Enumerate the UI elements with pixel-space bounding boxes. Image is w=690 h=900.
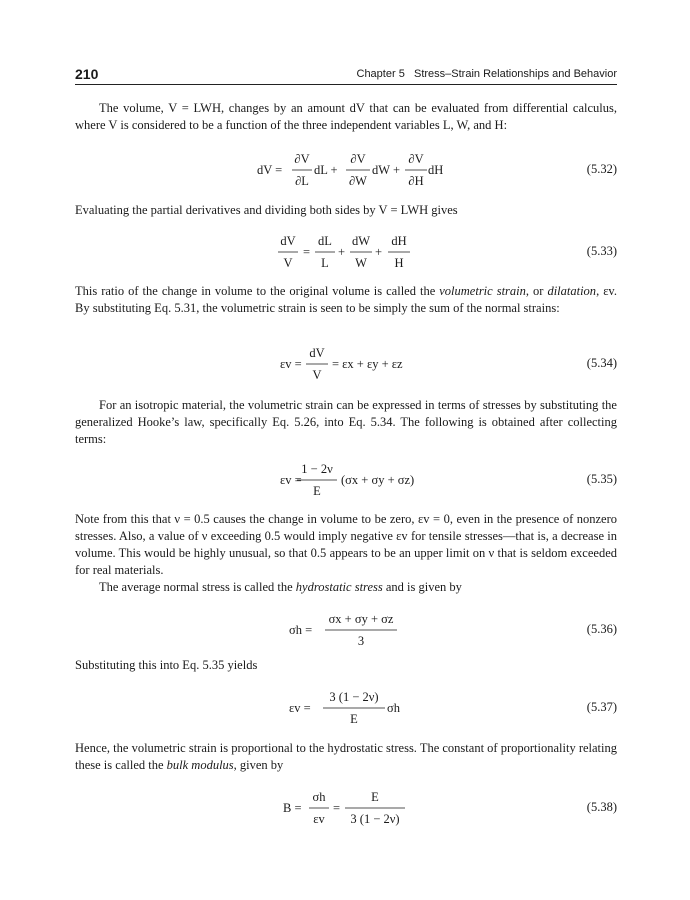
eq538-equals: = xyxy=(333,801,341,815)
eq533-plus-1: + xyxy=(338,245,346,259)
chapter-heading xyxy=(357,68,618,80)
text-run: , given by xyxy=(233,758,284,772)
equation-5-37 xyxy=(75,686,617,728)
eq535-rhs: (σx + σy + σz) xyxy=(341,473,415,487)
page-number: 210 xyxy=(75,66,99,82)
text-run: , εv. By substituting Eq. 5.31, the volumetric strain is seen to be simply the sum of the normal strains: xyxy=(75,284,617,315)
eq538-den1: εv xyxy=(313,812,325,826)
term-dilatation: dilatation xyxy=(547,284,597,298)
paragraph-bulk-modulus xyxy=(75,740,617,774)
equation-5-38 xyxy=(75,786,617,830)
eq535-den: E xyxy=(313,484,321,498)
paragraph-isotropic: For an isotropic material, the volumetric strain can be expressed in terms of stresses by substituting the generalized Hooke’s law, specifically Eq. 5.26, into Eq. 5.34. The following is obtained after collecting terms: xyxy=(75,398,617,446)
eq532-term3: dH xyxy=(428,163,444,177)
paragraph-hydrostatic xyxy=(75,579,617,596)
term-hydrostatic-stress: hydrostatic stress xyxy=(295,580,383,594)
paragraph-partial-derivatives: Evaluating the partial derivatives and dividing both sides by V = LWH gives xyxy=(75,203,458,217)
paragraph-poisson-limit: Note from this that ν = 0.5 causes the change in volume to be zero, εv = 0, even in the presence of nonzero stresses. Also, a value of ν exceeding 0.5 would imply negative εv for tensile stresses—that is, a decrease in volume. This would be highly unusual, so that 0.5 appears to be an upper limit on ν that is seldom exceeded for real materials. xyxy=(75,512,617,577)
eq533-num3: dH xyxy=(391,234,407,248)
text-run: and is given by xyxy=(382,580,462,594)
eq533-den2: W xyxy=(355,256,367,270)
equation-number: (5.33) xyxy=(586,244,617,258)
equation-5-33 xyxy=(75,230,617,274)
eq537-den: E xyxy=(350,712,358,726)
paragraph-volume: The volume, V = LWH, changes by an amount dV that can be evaluated from differential calculus, where V is considered to be a function of the three independent variables L, W, and H: xyxy=(75,101,617,132)
eq534-rhs: = εx + εy + εz xyxy=(332,357,403,371)
eq537-rhs: σh xyxy=(387,701,400,715)
eq538-den2: 3 (1 − 2ν) xyxy=(350,812,400,826)
eq534-lhs: εv = xyxy=(280,357,302,371)
paragraph-volumetric-strain xyxy=(75,283,617,317)
equation-5-34 xyxy=(75,344,617,384)
text-run: , or xyxy=(525,284,548,298)
eq538-num1: σh xyxy=(312,790,326,804)
eq533-num1: dL xyxy=(318,234,332,248)
text-run: The average normal stress is called the xyxy=(99,580,296,594)
eq536-lhs: σh = xyxy=(289,623,313,637)
eq533-equals: = xyxy=(303,245,311,259)
eq533-den1: L xyxy=(321,256,329,270)
eq536-num: σx + σy + σz xyxy=(328,612,394,626)
eq533-den0: V xyxy=(283,256,293,270)
equation-number: (5.36) xyxy=(586,622,617,636)
equation-number: (5.38) xyxy=(586,800,617,814)
equation-number: (5.34) xyxy=(586,356,617,370)
eq535-num: 1 − 2ν xyxy=(301,462,333,476)
eq536-den: 3 xyxy=(357,634,365,648)
eq532-num3: ∂V xyxy=(408,152,424,166)
eq532-num2: ∂V xyxy=(350,152,366,166)
eq533-plus-2: + xyxy=(375,245,383,259)
term-bulk-modulus: bulk modulus xyxy=(166,758,234,772)
term-volumetric-strain: volumetric strain xyxy=(439,284,526,298)
eq532-lhs: dV = xyxy=(257,163,283,177)
equation-5-35 xyxy=(75,458,617,500)
eq532-term1: dL + xyxy=(314,163,338,177)
eq535-lhs: εv = xyxy=(280,473,302,487)
eq532-den1: ∂L xyxy=(295,174,309,188)
eq532-num1: ∂V xyxy=(294,152,310,166)
eq537-num: 3 (1 − 2ν) xyxy=(329,690,379,704)
equation-5-32 xyxy=(75,148,617,192)
eq532-den3: ∂H xyxy=(408,174,424,188)
chapter-title: Stress–Strain Relationships and Behavior xyxy=(413,68,617,80)
eq534-num: dV xyxy=(309,346,325,360)
text-run: This ratio of the change in volume to the original volume is called the xyxy=(75,284,440,298)
equation-number: (5.35) xyxy=(586,472,617,486)
eq533-num0: dV xyxy=(280,234,296,248)
eq533-den3: H xyxy=(394,256,404,270)
text-run: Hence, the volumetric strain is proportional to the hydrostatic stress. The constant of proportionality relating these is called the xyxy=(75,741,617,772)
eq534-den: V xyxy=(312,368,322,382)
eq538-lhs: B = xyxy=(283,801,302,815)
equation-5-36 xyxy=(75,608,617,650)
paragraph-substituting: Substituting this into Eq. 5.35 yields xyxy=(75,658,258,672)
chapter-label: Chapter 5 xyxy=(356,68,405,80)
eq533-num2: dW xyxy=(351,234,371,248)
equation-number: (5.37) xyxy=(586,700,617,714)
eq532-term2: dW + xyxy=(372,163,400,177)
eq538-num2: E xyxy=(371,790,379,804)
running-header xyxy=(75,66,617,85)
eq532-den2: ∂W xyxy=(349,174,367,188)
equation-number: (5.32) xyxy=(586,162,617,176)
eq537-lhs: εv = xyxy=(289,701,311,715)
